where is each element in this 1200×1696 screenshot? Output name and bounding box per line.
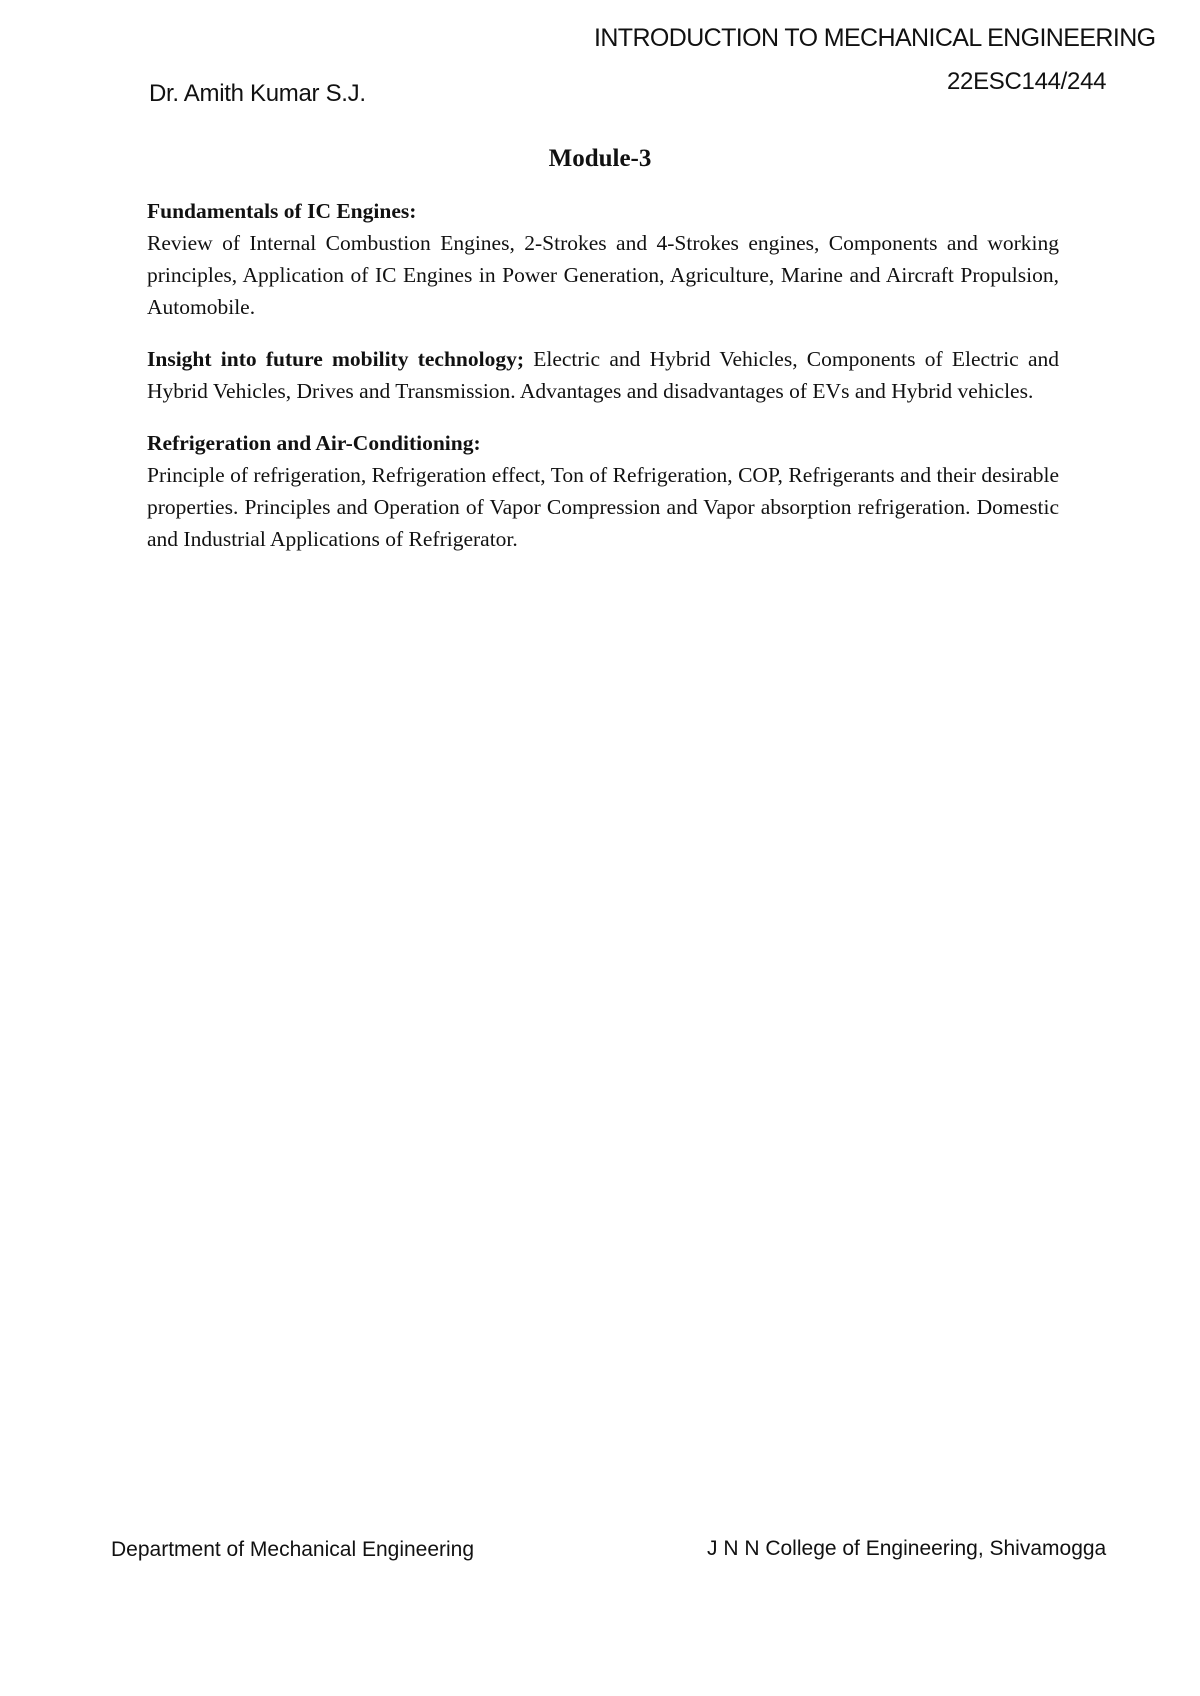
section-refrigeration — [147, 427, 1059, 555]
section-heading: Refrigeration and Air-Conditioning: — [147, 431, 481, 455]
footer-college: J N N College of Engineering, Shivamogga — [707, 1537, 1107, 1560]
author-name: Dr. Amith Kumar S.J. — [149, 80, 366, 107]
section-body: Principle of refrigeration, Refrigeration effect, Ton of Refrigeration, COP, Refrigerants and their desirable properties. Principles and Operation of Vapor Compression and Vapor absorption refrigeration. Domestic and Industrial Applications of Refrigerator. — [147, 463, 1059, 551]
section-heading: Insight into future mobility technology; — [147, 347, 524, 371]
section-ic-engines — [147, 195, 1059, 323]
module-title: Module-3 — [548, 145, 652, 172]
course-code: 22ESC144/244 — [947, 68, 1107, 95]
section-body: Review of Internal Combustion Engines, 2-Strokes and 4-Strokes engines, Components and working principles, Application of IC Engines in Power Generation, Agriculture, Marine and Aircraft Propulsion, Automobile. — [147, 231, 1059, 319]
section-future-mobility — [147, 343, 1059, 407]
section-heading: Fundamentals of IC Engines: — [147, 199, 417, 223]
syllabus-content — [147, 195, 1059, 575]
section-body: Electric and Hybrid Vehicles, Components of Electric and Hybrid Vehicles, Drives and Transmission. Advantages and disadvantages of EVs and Hybrid vehicles. — [147, 347, 1060, 403]
footer-department: Department of Mechanical Engineering — [111, 1538, 475, 1561]
course-title: INTRODUCTION TO MECHANICAL ENGINEERING — [594, 24, 1156, 52]
